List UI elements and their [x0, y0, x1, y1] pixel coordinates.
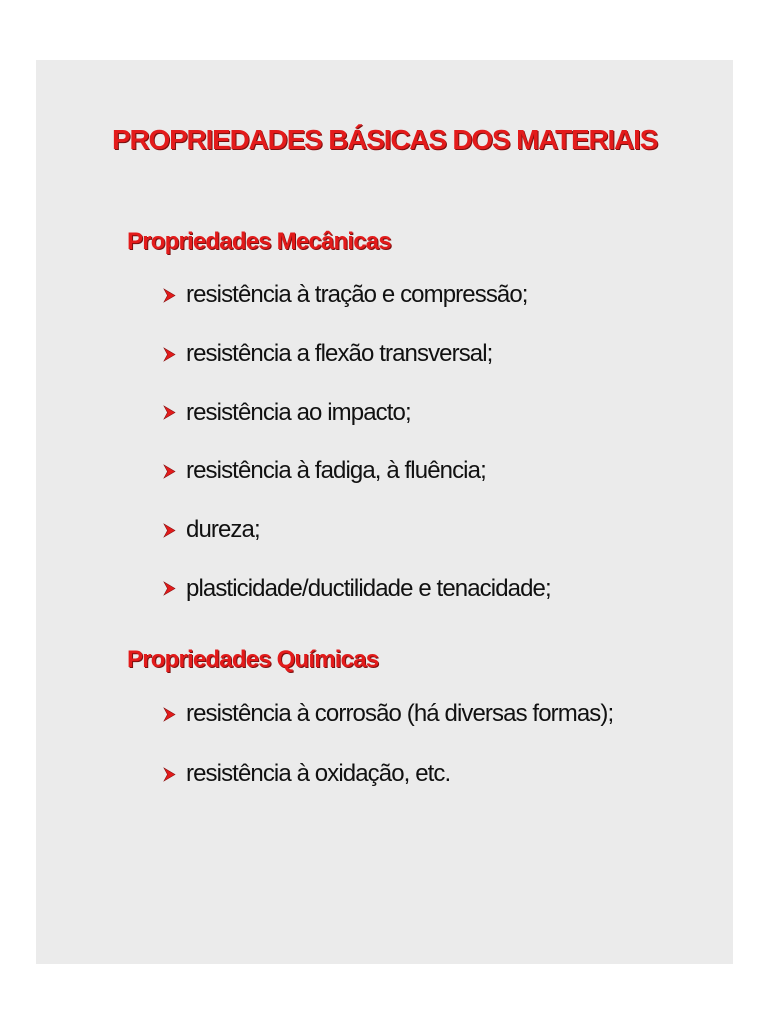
arrowhead-bullet-icon — [163, 288, 176, 303]
list-item-text: resistência à tração e compressão; — [186, 281, 528, 309]
list-item-text: resistência à oxidação, etc. — [186, 760, 451, 787]
list-item — [163, 266, 717, 325]
list-item-text: dureza; — [186, 516, 260, 544]
bullet-list — [127, 266, 717, 618]
arrowhead-bullet-icon — [163, 405, 176, 420]
list-item — [163, 744, 717, 804]
list-item-text: plasticidade/ductilidade e tenacidade; — [186, 574, 551, 602]
list-item-text: resistência à fadiga, à fluência; — [186, 457, 486, 485]
list-item — [163, 684, 717, 744]
section-chemical-properties — [127, 646, 717, 804]
section-mechanical-properties — [127, 228, 717, 618]
arrowhead-bullet-icon — [163, 347, 176, 362]
arrowhead-bullet-icon — [163, 707, 176, 722]
list-item-text: resistência ao impacto; — [186, 398, 411, 426]
list-item — [163, 559, 717, 618]
slide — [36, 60, 733, 964]
slide-title: PROPRIEDADES BÁSICAS DOS MATERIAIS — [112, 124, 658, 155]
list-item — [163, 501, 717, 560]
list-item — [163, 442, 717, 501]
list-item-text: resistência a flexão transversal; — [186, 340, 493, 368]
arrowhead-bullet-icon — [163, 523, 176, 538]
section-heading: Propriedades Químicas — [127, 646, 379, 673]
arrowhead-bullet-icon — [163, 464, 176, 479]
list-item — [163, 383, 717, 442]
list-item-text: resistência à corrosão (há diversas formas); — [186, 700, 614, 727]
list-item — [163, 325, 717, 384]
arrowhead-bullet-icon — [163, 581, 176, 596]
arrowhead-bullet-icon — [163, 767, 176, 782]
section-heading: Propriedades Mecânicas — [127, 228, 391, 255]
bullet-list — [127, 684, 717, 804]
